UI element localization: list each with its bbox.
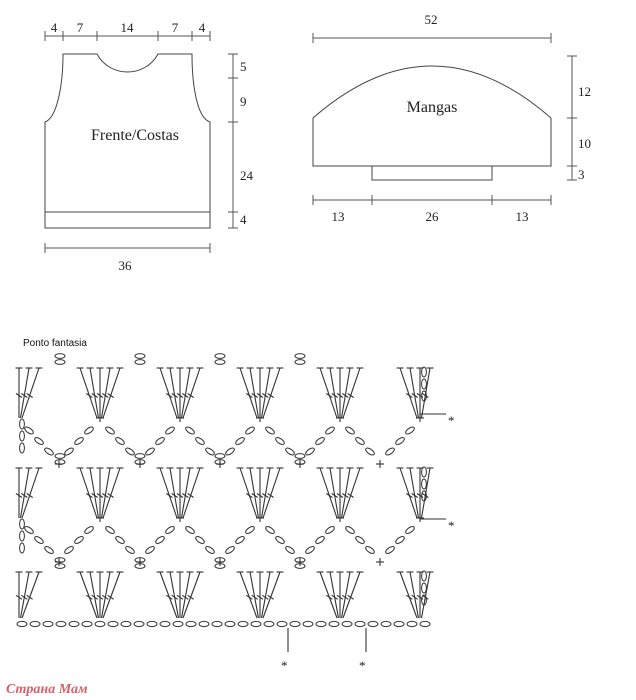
chain-stitch <box>381 621 391 626</box>
chain-stitch <box>264 621 274 626</box>
chain-stitch <box>235 535 246 545</box>
row-marker-star: * <box>448 518 455 533</box>
sleeve-title: Mangas <box>406 99 458 116</box>
chain-stitch <box>20 543 25 553</box>
chain-stitch <box>125 545 136 555</box>
chain-stitch <box>368 621 378 626</box>
chain-stitch <box>225 621 235 626</box>
chain-stitch <box>195 535 206 545</box>
front-bottom-dim: 36 <box>118 258 132 273</box>
chain-stitch <box>24 426 35 436</box>
chain-stitch <box>20 519 25 529</box>
chain-stitch <box>24 525 35 535</box>
front-top-dim-3: 14 <box>120 20 134 35</box>
chain-stitch <box>69 621 79 626</box>
chain-stitch <box>95 621 105 626</box>
row-marker-star: * <box>448 413 455 428</box>
chain-stitch <box>315 436 326 446</box>
chain-stitch <box>155 535 166 545</box>
chain-stitch <box>135 360 145 365</box>
sleeve-side-dim-2: 10 <box>578 136 591 151</box>
chain-stitch <box>355 436 366 446</box>
chain-stitch <box>245 426 256 436</box>
chain-stitch <box>84 426 95 436</box>
chain-stitch <box>385 447 396 457</box>
repeat-marker-star: * <box>359 658 366 673</box>
chain-stitch <box>295 454 305 459</box>
chain-stitch <box>205 545 216 555</box>
chain-stitch <box>145 545 156 555</box>
chain-stitch <box>108 621 118 626</box>
chain-stitch <box>56 621 66 626</box>
chain-stitch <box>422 571 427 581</box>
chain-stitch <box>115 436 126 446</box>
chain-stitch <box>238 621 248 626</box>
chain-stitch <box>285 447 296 457</box>
chain-stitch <box>134 621 144 626</box>
chain-stitch <box>160 621 170 626</box>
chain-stitch <box>55 454 65 459</box>
sleeve-bottom-dim-3: 13 <box>515 209 529 224</box>
chain-stitch <box>30 621 40 626</box>
chain-stitch <box>82 621 92 626</box>
chain-stitch <box>395 436 406 446</box>
chain-stitch <box>55 360 65 365</box>
chain-stitch <box>405 525 416 535</box>
chain-stitch <box>44 447 55 457</box>
chain-stitch <box>355 535 366 545</box>
chain-stitch <box>275 535 286 545</box>
chain-stitch <box>74 535 85 545</box>
chain-stitch <box>212 621 222 626</box>
chain-stitch <box>329 621 339 626</box>
chain-stitch <box>265 525 276 535</box>
sleeve-schematic <box>313 12 591 224</box>
sleeve-side-dim-3: 3 <box>578 167 585 182</box>
front-top-dim-1: 4 <box>50 20 58 35</box>
chain-stitch <box>395 535 406 545</box>
chain-stitch <box>235 436 246 446</box>
front-top-dim-5: 4 <box>198 20 206 35</box>
chain-stitch <box>185 525 196 535</box>
sleeve-bottom-dim-2: 26 <box>425 209 439 224</box>
chain-stitch <box>316 621 326 626</box>
chain-stitch <box>20 431 25 441</box>
chain-stitch <box>325 426 336 436</box>
chain-stitch <box>64 545 75 555</box>
chain-stitch <box>105 525 116 535</box>
chain-stitch <box>295 354 305 359</box>
front-side-dim-3: 24 <box>240 168 253 183</box>
front-back-schematic <box>45 20 254 273</box>
chain-stitch <box>305 545 316 555</box>
chain-stitch <box>74 436 85 446</box>
sleeve-bottom-dim-1: 13 <box>331 209 345 224</box>
chain-stitch <box>422 467 427 477</box>
chain-stitch <box>407 621 417 626</box>
chain-stitch <box>205 447 216 457</box>
chain-stitch <box>422 379 427 389</box>
chain-stitch <box>365 545 376 555</box>
sleeve-side-dim-1: 12 <box>578 84 591 99</box>
chain-stitch <box>422 583 427 593</box>
front-side-dim-1: 5 <box>240 59 247 74</box>
chain-stitch <box>275 436 286 446</box>
chain-stitch <box>55 354 65 359</box>
chain-stitch <box>44 545 55 555</box>
chain-stitch <box>355 621 365 626</box>
chain-stitch <box>115 535 126 545</box>
stitch-chart <box>16 354 447 652</box>
chain-stitch <box>315 535 326 545</box>
chain-stitch <box>215 454 225 459</box>
chain-stitch <box>186 621 196 626</box>
chain-stitch <box>199 621 209 626</box>
front-title: Frente/Costas <box>91 127 179 144</box>
chain-stitch <box>345 426 356 436</box>
sleeve-cuff <box>372 166 492 180</box>
chain-stitch <box>285 545 296 555</box>
chain-stitch <box>121 621 131 626</box>
chain-stitch <box>245 525 256 535</box>
chain-stitch <box>135 454 145 459</box>
chain-stitch <box>303 621 313 626</box>
watermark-text: Страна Мам <box>6 682 88 697</box>
chain-stitch <box>147 621 157 626</box>
chain-stitch <box>55 564 65 569</box>
chain-stitch <box>17 621 27 626</box>
chain-stitch <box>305 447 316 457</box>
chain-stitch <box>43 621 53 626</box>
chain-stitch <box>251 621 261 626</box>
chain-stitch <box>422 367 427 377</box>
chain-stitch <box>225 545 236 555</box>
chain-stitch <box>20 531 25 541</box>
chain-stitch <box>215 354 225 359</box>
chain-stitch <box>215 360 225 365</box>
chain-stitch <box>20 443 25 453</box>
sleeve-top-dim: 52 <box>424 12 438 27</box>
chain-stitch <box>135 354 145 359</box>
chain-stitch <box>345 525 356 535</box>
chain-stitch <box>34 436 45 446</box>
front-side-dim-4: 4 <box>240 212 247 227</box>
front-top-dim-2: 7 <box>76 20 84 35</box>
front-top-dim-4: 7 <box>171 20 179 35</box>
chart-title: Ponto fantasia <box>23 338 87 349</box>
chain-stitch <box>195 436 206 446</box>
chain-stitch <box>342 621 352 626</box>
chain-stitch <box>277 621 287 626</box>
chain-stitch <box>145 447 156 457</box>
chain-stitch <box>420 621 430 626</box>
chain-stitch <box>265 426 276 436</box>
chain-stitch <box>34 535 45 545</box>
chain-stitch <box>365 447 376 457</box>
chain-stitch <box>385 545 396 555</box>
chain-stitch <box>394 621 404 626</box>
chain-stitch <box>290 621 300 626</box>
chain-stitch <box>185 426 196 436</box>
chain-stitch <box>165 525 176 535</box>
chain-stitch <box>20 419 25 429</box>
sleeve-outline <box>313 66 551 166</box>
chain-stitch <box>225 447 236 457</box>
chain-stitch <box>105 426 116 436</box>
chain-stitch <box>295 360 305 365</box>
chain-stitch <box>125 447 136 457</box>
chain-stitch <box>155 436 166 446</box>
front-side-dim-2: 9 <box>240 94 247 109</box>
chain-stitch <box>64 447 75 457</box>
chain-stitch <box>84 525 95 535</box>
chain-stitch <box>165 426 176 436</box>
chain-stitch <box>173 621 183 626</box>
chain-stitch <box>422 479 427 489</box>
chain-stitch <box>325 525 336 535</box>
repeat-marker-star: * <box>281 658 288 673</box>
chain-stitch <box>405 426 416 436</box>
